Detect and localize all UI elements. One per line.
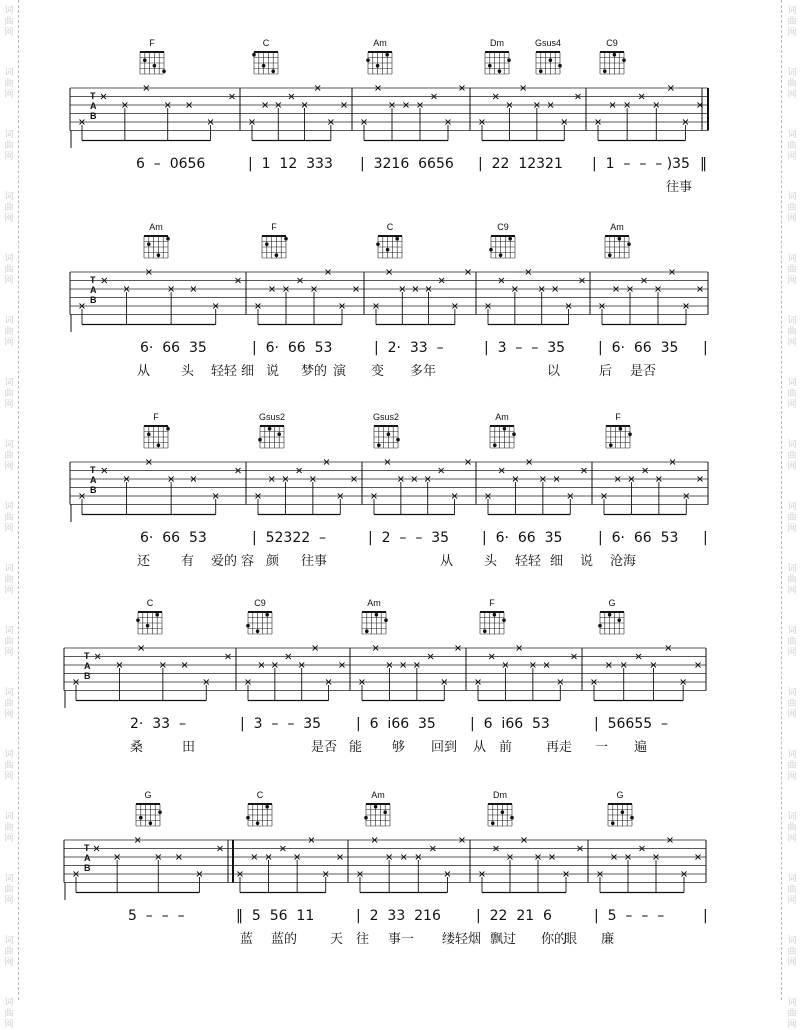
tab-staff: [0, 790, 800, 900]
watermark-char: 网: [4, 152, 14, 162]
watermark-char: 词: [787, 130, 797, 140]
chord-name: C9: [606, 38, 618, 48]
lyric-text: 从: [137, 364, 151, 379]
chord-name: G: [608, 598, 616, 608]
watermark-char: 曲: [4, 1009, 14, 1019]
watermark-char: 网: [4, 710, 14, 720]
notation-measure: | 6 i66 53: [470, 716, 550, 732]
watermark-char: 词: [787, 502, 797, 512]
lyric-text: 眼: [564, 932, 578, 947]
tab-clef-letter: B: [90, 295, 97, 305]
watermark-char: 曲: [4, 451, 14, 461]
watermark-char: 曲: [787, 327, 797, 337]
tab-staff: [0, 38, 800, 148]
chord-name: F: [271, 222, 277, 232]
tab-system: [0, 222, 800, 407]
system-bracket: [64, 790, 74, 900]
chord-name: Gsus2: [372, 412, 399, 422]
watermark-char: 曲: [787, 761, 797, 771]
watermark-char: 网: [4, 648, 14, 658]
notation-measure: | 6 i66 35: [356, 716, 436, 732]
watermark-char: 词: [4, 6, 14, 16]
watermark-char: 曲: [787, 79, 797, 89]
watermark-char: 网: [787, 958, 797, 968]
watermark-char: 词: [787, 68, 797, 78]
tab-clef-letter: T: [90, 275, 96, 285]
chord-name: C: [256, 790, 264, 800]
lyric-text: 往事: [666, 180, 693, 195]
notation-measure: | 2 – – 35: [368, 530, 450, 546]
lyric-text: 说: [266, 364, 280, 379]
lyric-text: 事一: [388, 932, 415, 947]
watermark-char: 曲: [787, 1009, 797, 1019]
watermark-char: 曲: [4, 761, 14, 771]
notation-measure: |: [703, 530, 708, 546]
watermark-char: 曲: [4, 699, 14, 709]
lyric-text: 细: [550, 554, 564, 569]
watermark-char: 曲: [787, 17, 797, 27]
notation-measure: | 6· 66 53: [598, 530, 679, 546]
lyric-text: 廉: [601, 932, 615, 947]
watermark-char: 网: [4, 28, 14, 38]
watermark-char: 曲: [4, 79, 14, 89]
lyric-text: 回到: [431, 740, 458, 755]
watermark-char: 词: [4, 440, 14, 450]
watermark-char: 曲: [787, 265, 797, 275]
watermark-char: 词: [4, 502, 14, 512]
chord-name: F: [615, 412, 621, 422]
watermark-char: 曲: [787, 513, 797, 523]
system-bracket: [70, 38, 80, 148]
lyric-text: 以: [547, 364, 561, 379]
chord-name: Am: [495, 412, 509, 422]
lyric-text: 演: [333, 364, 347, 379]
chord-name: Dm: [493, 790, 507, 800]
watermark-char: 曲: [4, 265, 14, 275]
notation-measure: | 3 – – 35: [484, 340, 566, 356]
notation-measure: | 3 – – 35: [240, 716, 322, 732]
watermark-char: 词: [4, 316, 14, 326]
watermark-char: 曲: [4, 389, 14, 399]
watermark-char: 网: [787, 772, 797, 782]
watermark-char: 网: [787, 462, 797, 472]
chord-name: C9: [497, 222, 509, 232]
watermark-char: 曲: [4, 17, 14, 27]
watermark-char: 网: [787, 524, 797, 534]
watermark-char: 词: [787, 254, 797, 264]
watermark-char: 曲: [787, 637, 797, 647]
watermark-char: 曲: [4, 513, 14, 523]
system-bracket: [64, 598, 74, 708]
lyric-text: 蓝的: [271, 932, 298, 947]
chord-name: Am: [373, 38, 387, 48]
lyric-text: 天: [330, 932, 344, 947]
watermark-char: 曲: [787, 575, 797, 585]
chord-name: C9: [254, 598, 266, 608]
watermark-char: 曲: [787, 451, 797, 461]
watermark-char: 网: [4, 1020, 14, 1030]
notation-measure: | 52322 –: [252, 530, 327, 546]
notation-measure: | 6· 66 35: [482, 530, 563, 546]
watermark-char: 网: [4, 338, 14, 348]
lyric-text: 有: [181, 554, 195, 569]
watermark-char: 词: [4, 378, 14, 388]
lyric-text: 遍: [634, 740, 648, 755]
watermark-char: 词: [787, 192, 797, 202]
watermark-char: 词: [787, 812, 797, 822]
watermark-char: 网: [4, 400, 14, 410]
notation-measure: | 1 12 333: [248, 156, 333, 172]
watermark-char: 词: [4, 998, 14, 1008]
notation-measure: |: [703, 908, 708, 924]
tab-clef-letter: A: [84, 853, 91, 863]
watermark-char: 词: [4, 750, 14, 760]
notation-measure: | 6· 66 53: [252, 340, 333, 356]
lyric-text: 飘过: [490, 932, 517, 947]
watermark-char: 网: [787, 586, 797, 596]
lyric-text: 是否: [311, 740, 338, 755]
chord-name: F: [153, 412, 159, 422]
tab-clef-letter: T: [84, 651, 90, 661]
tab-clef-letter: A: [84, 661, 91, 671]
notation-measure: 6· 66 53: [140, 530, 207, 546]
tab-clef-letter: B: [84, 671, 91, 681]
watermark-char: 词: [4, 68, 14, 78]
notation-measure: | 2· 33 –: [374, 340, 444, 356]
tab-clef-letter: A: [90, 475, 97, 485]
system-bracket: [70, 412, 80, 522]
watermark-char: 网: [4, 896, 14, 906]
watermark-char: 词: [4, 874, 14, 884]
chord-name: Dm: [490, 38, 504, 48]
lyric-text: 从: [440, 554, 454, 569]
watermark-char: 词: [787, 440, 797, 450]
notation-measure: |: [703, 340, 708, 356]
watermark-char: 网: [787, 276, 797, 286]
notation-measure: | 2 33 216: [356, 908, 441, 924]
watermark-char: 曲: [787, 141, 797, 151]
watermark-char: 词: [4, 254, 14, 264]
lyric-text: 田: [182, 740, 196, 755]
watermark-char: 曲: [787, 389, 797, 399]
watermark-char: 曲: [787, 699, 797, 709]
watermark-char: 网: [4, 90, 14, 100]
watermark-char: 词: [787, 6, 797, 16]
lyric-text: 沧海: [610, 554, 637, 569]
notation-measure: | 6· 66 35: [598, 340, 679, 356]
watermark-char: 网: [787, 214, 797, 224]
lyric-text: 还: [137, 554, 151, 569]
tab-system: [0, 790, 800, 975]
tab-staff: [0, 412, 800, 522]
watermark-char: 网: [787, 152, 797, 162]
watermark-char: 曲: [4, 575, 14, 585]
chord-name: F: [489, 598, 495, 608]
watermark-char: 网: [787, 834, 797, 844]
watermark-char: 网: [787, 338, 797, 348]
watermark-char: 曲: [787, 203, 797, 213]
lyric-text: 一: [595, 740, 609, 755]
watermark-char: 词: [4, 192, 14, 202]
watermark-char: 曲: [4, 637, 14, 647]
watermark-char: 网: [787, 28, 797, 38]
tab-clef-letter: A: [90, 285, 97, 295]
tab-clef-letter: T: [90, 465, 96, 475]
watermark-char: 网: [4, 834, 14, 844]
chord-name: Gsus4: [534, 38, 561, 48]
lyric-text: 再走: [546, 740, 573, 755]
lyric-text: 梦的: [301, 364, 328, 379]
notation-measure: | 22 12321: [478, 156, 563, 172]
tab-staff: [0, 222, 800, 332]
watermark-char: 网: [787, 648, 797, 658]
notation-measure: | 1 – – – )35: [592, 156, 690, 172]
lyric-text: 后: [599, 364, 613, 379]
watermark-char: 网: [787, 710, 797, 720]
lyric-text: 轻轻: [211, 364, 238, 379]
lyric-text: 头: [484, 554, 498, 569]
notation-measure: ‖ 5 56 11: [236, 908, 315, 924]
watermark-char: 曲: [4, 885, 14, 895]
lyric-text: 往: [356, 932, 370, 947]
lyric-text: 能: [349, 740, 363, 755]
lyric-text: 够: [392, 740, 406, 755]
tab-clef-letter: B: [90, 111, 97, 121]
chord-name: Am: [367, 598, 381, 608]
lyric-text: 往事: [301, 554, 328, 569]
chord-name: Am: [149, 222, 163, 232]
watermark-char: 曲: [4, 823, 14, 833]
watermark-char: 词: [4, 688, 14, 698]
notation-measure: | 5 – – –: [594, 908, 665, 924]
notation-measure: | 56655 –: [594, 716, 669, 732]
watermark-char: 曲: [787, 947, 797, 957]
lyric-text: 细: [241, 364, 255, 379]
tab-clef-letter: B: [84, 863, 91, 873]
watermark-char: 词: [787, 688, 797, 698]
watermark-char: 词: [4, 626, 14, 636]
chord-name: G: [144, 790, 152, 800]
watermark-char: 网: [787, 896, 797, 906]
chord-name: C: [386, 222, 394, 232]
chord-name: C: [146, 598, 154, 608]
system-bracket: [70, 222, 80, 332]
watermark-char: 词: [4, 812, 14, 822]
watermark-char: 词: [4, 564, 14, 574]
lyric-text: 头: [181, 364, 195, 379]
watermark-char: 词: [787, 998, 797, 1008]
lyric-text: 前: [499, 740, 513, 755]
chord-name: Gsus2: [258, 412, 285, 422]
watermark-char: 词: [787, 936, 797, 946]
watermark-char: 词: [787, 626, 797, 636]
notation-measure: 5 – – –: [128, 908, 185, 924]
watermark-char: 网: [4, 772, 14, 782]
chord-name: G: [616, 790, 624, 800]
notation-measure: 2· 33 –: [130, 716, 186, 732]
notation-measure: 6 – 0656: [136, 156, 206, 172]
watermark-char: 曲: [4, 327, 14, 337]
tab-clef-letter: A: [90, 101, 97, 111]
lyric-text: 容: [241, 554, 255, 569]
watermark-char: 词: [787, 316, 797, 326]
lyric-text: 轻轻: [515, 554, 542, 569]
watermark-char: 网: [4, 462, 14, 472]
watermark-char: 网: [787, 400, 797, 410]
watermark-char: 词: [4, 130, 14, 140]
tab-system: [0, 598, 800, 783]
lyric-text: 变: [371, 364, 385, 379]
chord-name: F: [149, 38, 155, 48]
tab-clef-letter: B: [90, 485, 97, 495]
watermark-char: 曲: [4, 203, 14, 213]
tab-clef-letter: T: [90, 91, 96, 101]
watermark-char: 曲: [787, 823, 797, 833]
watermark-char: 网: [4, 524, 14, 534]
lyric-text: 颜: [266, 554, 280, 569]
watermark-char: 词: [787, 564, 797, 574]
notation-measure: | 3216 6656: [360, 156, 454, 172]
lyric-text: 说: [580, 554, 594, 569]
lyric-text: 多年: [410, 364, 437, 379]
lyric-text: 爱的: [211, 554, 238, 569]
notation-measure: ‖: [700, 156, 707, 172]
watermark-char: 曲: [787, 885, 797, 895]
notation-measure: 6· 66 35: [140, 340, 207, 356]
chord-name: Am: [610, 222, 624, 232]
watermark-char: 曲: [4, 947, 14, 957]
lyric-text: 从: [473, 740, 487, 755]
lyric-text: 缕轻烟: [442, 932, 482, 947]
watermark-char: 词: [4, 936, 14, 946]
watermark-char: 网: [4, 958, 14, 968]
tab-system: [0, 38, 800, 223]
tab-system: [0, 412, 800, 597]
lyric-text: 桑: [130, 740, 144, 755]
watermark-char: 网: [4, 214, 14, 224]
watermark-char: 词: [787, 378, 797, 388]
watermark-char: 网: [787, 1020, 797, 1030]
lyric-text: 蓝: [240, 932, 254, 947]
chord-name: Am: [371, 790, 385, 800]
watermark-char: 曲: [4, 141, 14, 151]
watermark-char: 词: [787, 874, 797, 884]
chord-name: C: [262, 38, 270, 48]
tab-staff: [0, 598, 800, 708]
notation-measure: | 22 21 6: [476, 908, 552, 924]
watermark-char: 词: [787, 750, 797, 760]
watermark-char: 网: [4, 586, 14, 596]
lyric-text: 是否: [630, 364, 657, 379]
watermark-char: 网: [787, 90, 797, 100]
lyric-text: 你的: [541, 932, 568, 947]
watermark-char: 网: [4, 276, 14, 286]
tab-clef-letter: T: [84, 843, 90, 853]
